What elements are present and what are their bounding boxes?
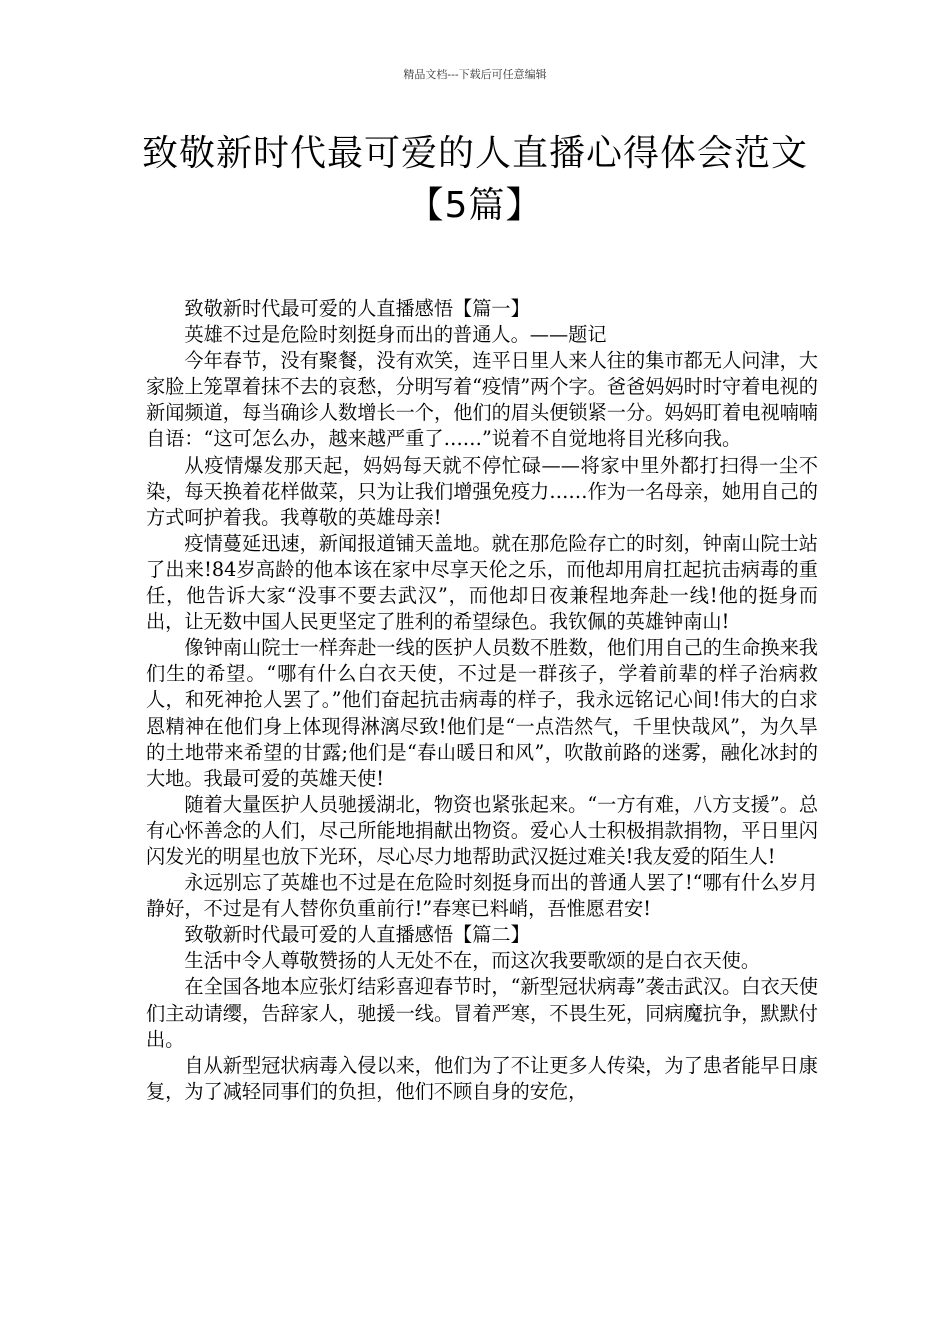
paragraph: 像钟南山院士一样奔赴一线的医护人员数不胜数，他们用自己的生命换来我们生的希望。“哪有什么白衣天使，不过是一群孩子，学着前辈的样子治病救人，和死神抢人罢了。”他们奋起抗击病毒的样子，我永远铭记心间!伟大的白求恩精神在他们身上体现得淋漓尽致!他们是“一点浩然气，千里快哉风”，为久旱的土地带来希望的甘露;他们是“春山暖日和风”，吹散前路的迷雾，融化冰封的大地。我最可爱的英雄天使! <box>146 636 818 790</box>
paragraph: 从疫情爆发那天起，妈妈每天就不停忙碌——将家中里外都打扫得一尘不染，每天换着花样做菜，只为让我们增强免疫力……作为一名母亲，她用自己的方式呵护着我。我尊敬的英雄母亲! <box>146 453 818 529</box>
paragraph: 自从新型冠状病毒入侵以来，他们为了不让更多人传染，为了患者能早日康复，为了减轻同事们的负担，他们不顾自身的安危， <box>146 1053 818 1103</box>
section-heading-2: 致敬新时代最可爱的人直播感悟【篇二】 <box>184 923 530 947</box>
document-title: 致敬新时代最可爱的人直播心得体会范文【5篇】 <box>141 133 808 226</box>
document-body <box>146 296 818 1105</box>
paragraph: 随着大量医护人员驰援湖北，物资也紧张起来。“一方有难，八方支援”。总有心怀善念的人们，尽己所能地捐献出物资。爱心人士积极捐款捐物，平日里闪闪发光的明星也放下光环，尽心尽力地帮助武汉挺过难关!我友爱的陌生人! <box>146 792 819 868</box>
paragraph: 疫情蔓延迅速，新闻报道铺天盖地。就在那危险存亡的时刻，钟南山院士站了出来!84岁高龄的他本该在家中尽享天伦之乐，而他却用肩扛起抗击病毒的重任，他告诉大家“没事不要去武汉”，而他却日夜兼程地奔赴一线!他的挺身而出，让无数中国人民更坚定了胜利的希望绿色。我钦佩的英雄钟南山! <box>146 531 818 634</box>
paragraph: 永远别忘了英雄也不过是在危险时刻挺身而出的普通人罢了!“哪有什么岁月静好，不过是有人替你负重前行!”春寒已料峭，吾惟愿君安! <box>146 871 818 921</box>
paragraph: 在全国各地本应张灯结彩喜迎春节时，“新型冠状病毒”袭击武汉。白衣天使们主动请缨，告辞家人，驰援一线。冒着严寒，不畏生死，同病魔抗争，默默付出。 <box>146 975 819 1051</box>
paragraph: 今年春节，没有聚餐，没有欢笑，连平日里人来人往的集市都无人问津，大家脸上笼罩着抹不去的哀愁，分明写着“疫情”两个字。爸爸妈妈时时守着电视的新闻频道，每当确诊人数增长一个，他们的眉头便锁紧一分。妈妈盯着电视喃喃自语：“这可怎么办，越来越严重了……”说着不自觉地将目光移向我。 <box>146 349 818 451</box>
epigraph: 英雄不过是危险时刻挺身而出的普通人。——题记 <box>184 323 607 347</box>
header-note: 精品文档---下载后可任意编辑 <box>403 68 547 81</box>
section-heading-1: 致敬新时代最可爱的人直播感悟【篇一】 <box>184 297 530 320</box>
paragraph: 生活中令人尊敬赞扬的人无处不在，而这次我要歌颂的是白衣天使。 <box>184 949 761 973</box>
